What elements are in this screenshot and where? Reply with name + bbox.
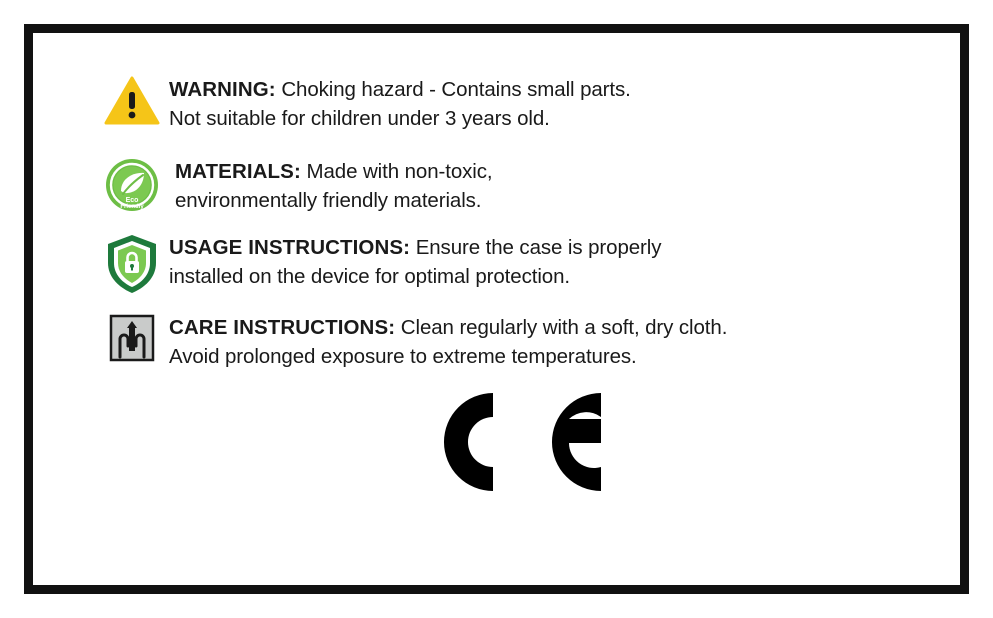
notice-line-1: Clean regularly with a soft, dry cloth. (400, 316, 728, 339)
notice-line-2: environmentally friendly materials. (175, 189, 482, 213)
eco-friendly-leaf-icon (95, 155, 169, 213)
notice-line-2: Not suitable for children under 3 years old. (169, 107, 550, 131)
svg-text:Friendly: Friendly (120, 204, 144, 210)
label-content (33, 33, 960, 585)
notice-row (95, 73, 924, 135)
warning-triangle-icon (95, 73, 169, 127)
notice-heading: MATERIALS: (175, 160, 301, 183)
notice-heading: WARNING: (169, 78, 276, 101)
handle-with-care-icon (95, 311, 169, 363)
notice-text (169, 311, 727, 371)
notice-text (169, 155, 493, 215)
notice-text (169, 231, 661, 291)
notice-line-1: Ensure the case is properly (415, 236, 662, 259)
notice-line-2: installed on the device for optimal protection. (169, 265, 570, 289)
notice-line-1: Choking hazard - Contains small parts. (281, 78, 631, 101)
notice-heading: CARE INSTRUCTIONS: (169, 316, 396, 339)
shield-protection-icon (95, 231, 169, 295)
notice-row (95, 155, 924, 217)
notice-heading: USAGE INSTRUCTIONS: (169, 236, 411, 259)
notice-line-2: Avoid prolonged exposure to extreme temperatures. (169, 345, 637, 369)
notice-row (95, 311, 924, 373)
notice-row (95, 231, 924, 295)
ce-mark (95, 377, 924, 575)
ce-mark-icon (415, 383, 605, 501)
svg-text:Eco: Eco (125, 197, 139, 204)
notice-line-1: Made with non-toxic, (306, 160, 493, 183)
notice-text (169, 73, 631, 133)
